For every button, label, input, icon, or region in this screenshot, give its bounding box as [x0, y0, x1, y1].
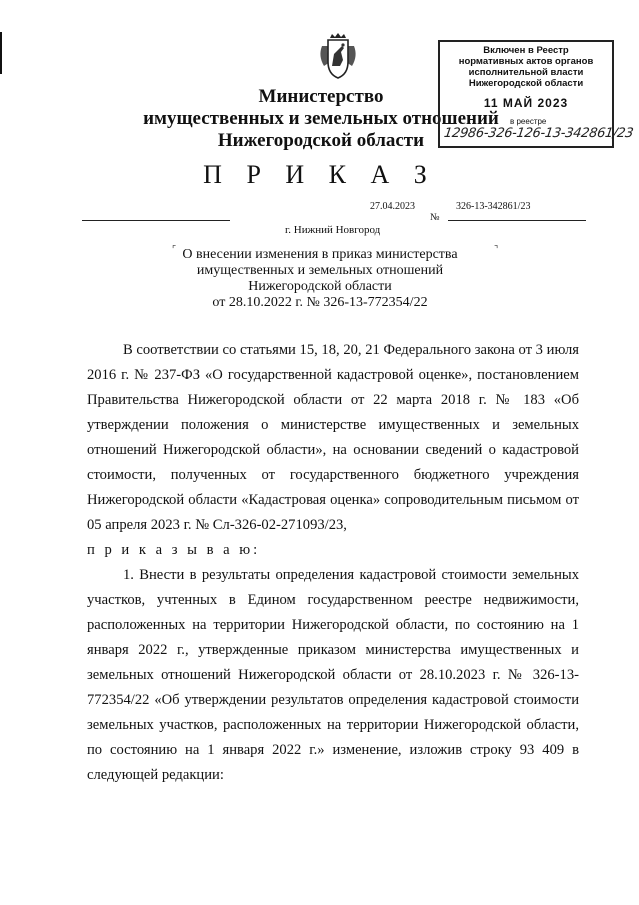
stamp-line-2: нормативных актов органов: [458, 56, 594, 67]
document-number: 326-13-342861/23: [456, 201, 531, 212]
order-word: п р и к а з ы в а ю:: [87, 542, 261, 558]
stamp-line-4: Нижегородской области: [468, 78, 584, 89]
stamp-line-3: исполнительной власти: [468, 67, 584, 78]
ministry-line-2: имущественных и земельных отношений: [143, 108, 499, 129]
subject-line-3: Нижегородской области: [248, 279, 392, 294]
document-subject: [150, 247, 490, 311]
subject-line-1: О внесении изменения в приказ министерства: [182, 247, 458, 262]
ministry-line-3: Нижегородской области: [217, 130, 425, 151]
document-date: 27.04.2023: [370, 201, 415, 212]
page-edge-mark: [0, 32, 2, 74]
subject-line-2: имущественных и земельных отношений: [196, 263, 444, 278]
document-type: П Р И К А З: [203, 160, 436, 189]
number-sign: №: [430, 212, 440, 223]
document-body: [87, 338, 579, 788]
subject-corner-left: ⌜: [172, 244, 177, 254]
subject-line-4: от 28.10.2022 г. № 326-13-772354/22: [212, 295, 428, 310]
coat-of-arms-icon: [316, 32, 360, 82]
stamp-registry-number: 12986-326-126-13-342861/23: [442, 126, 635, 141]
date-underline: [82, 220, 230, 221]
stamp-date: 11 МАЙ 2023: [483, 96, 569, 110]
preamble-paragraph: В соответствии со статьями 15, 18, 20, 21 Федерального закона от 3 июля 2016 г. № 237-ФЗ «О государственной кадастровой оценке», постановлением Правительства Нижегородской области от 22 марта 2018 г. № 183 «Об утверждении положения о министерстве имущественных и земельных отношений Нижегородской области», на основании сведений о кадастровой стоимости, полученных от государственного бюджетного учреждения Нижегородской области «Кадастровая оценка» сопроводительным письмом от 05 апреля 2023 г. № Сл-326-02-271093/23,: [87, 342, 579, 533]
stamp-line-1: Включен в Реестр: [483, 45, 569, 56]
clause-1-paragraph: 1. Внести в результаты определения кадастровой стоимости земельных участков, учтенных в Едином государственном реестре недвижимости, расположенных на территории Нижегородской области, по состоянию на 1 января 2022 г., утвержденные приказом министерства имущественных и земельных отношений Нижегородской области от 28.10.2023 г. № 326-13-772354/22 «Об утверждении результатов определения кадастровой стоимости земельных участков, расположенных на территории Нижегородской области, по состоянию на 1 января 2022 г.» изменение, изложив строку 93 409 в следующей редакции:: [87, 567, 579, 783]
number-underline: [448, 220, 586, 221]
subject-corner-right: ⌝: [494, 244, 499, 254]
ministry-line-1: Министерство: [258, 86, 384, 107]
stamp-registry-label: в реестре: [510, 117, 547, 126]
document-city: г. Нижний Новгород: [285, 224, 381, 236]
